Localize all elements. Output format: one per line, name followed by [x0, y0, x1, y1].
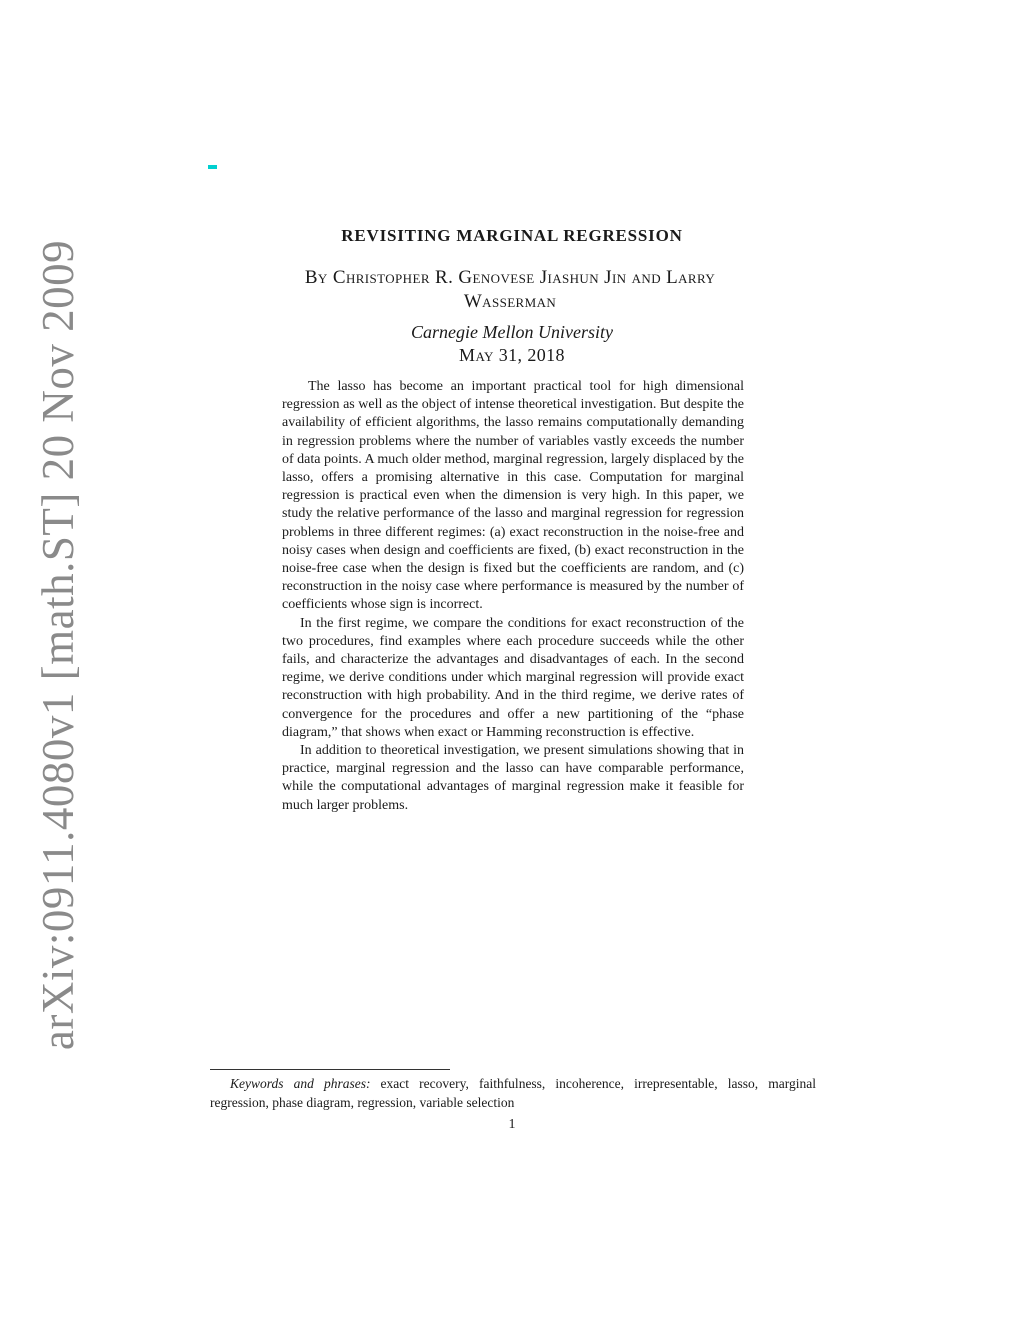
keywords-label: Keywords and phrases: [230, 1076, 371, 1091]
date: May 31, 2018 [459, 345, 565, 365]
abstract-paragraph: The lasso has become an important practical tool for high dimensional regression as well as the object of intense theoretical investigation. But despite the availability of efficient algorithms, the lasso remains computationally demanding in regression problems where the number of variables vastly exceeds the number of data points. A much older method, marginal regression, largely displaced by the lasso, offers a promising alternative in this case. Computation for marginal regression is practical even when the dimension is very high. In this paper, we study the relative performance of the lasso and marginal regression for regression problems in three different regimes: (a) exact reconstruction in the noise-free and noisy cases when design and coefficients are fixed, (b) exact reconstruction in the noise-free case when the design is fixed but the coefficients are random, and (c) reconstruction in the noisy case where performance is measured by the number of coefficients whose sign is incorrect. [282, 379, 744, 613]
arxiv-identifier: arXiv:0911.4080v1 [math.ST] 20 Nov 2009 [33, 239, 83, 1051]
keywords-text: exact recovery, faithfulness, incoherence, irrepresentable, lasso, marginal regression, phase diagram, regression, variable selection [210, 1076, 816, 1110]
authors [240, 266, 780, 314]
authors-line-2: Wasserman [463, 291, 557, 312]
abstract [282, 378, 744, 815]
affiliation: Carnegie Mellon University [411, 322, 613, 342]
footnote-rule [210, 1069, 450, 1070]
abstract-paragraph: In the first regime, we compare the conditions for exact reconstruction of the two procedures, find examples where each procedure succeeds while the other fails, and characterize the advantages and disadvantages of each. In the second regime, we derive conditions under which marginal regression will provide exact reconstruction with high probability. And in the third regime, we derive rates of convergence for the procedures and offer a new partitioning of the “phase diagram,” that shows when exact or Hamming reconstruction is effective. [282, 615, 744, 740]
page-number: 1 [508, 1117, 516, 1132]
abstract-paragraph: In addition to theoretical investigation, we present simulations showing that in practice, marginal regression and the lasso can have comparable performance, while the computational advantages of marginal regression make it feasible for much larger problems. [282, 743, 744, 813]
arxiv-stamp [28, 239, 88, 1051]
paper-title: REVISITING MARGINAL REGRESSION [341, 226, 683, 245]
cyan-mark [208, 165, 217, 169]
authors-line-1: By Christopher R. Genovese Jiashun Jin and Larry [304, 267, 716, 288]
keywords-footnote [210, 1074, 816, 1112]
